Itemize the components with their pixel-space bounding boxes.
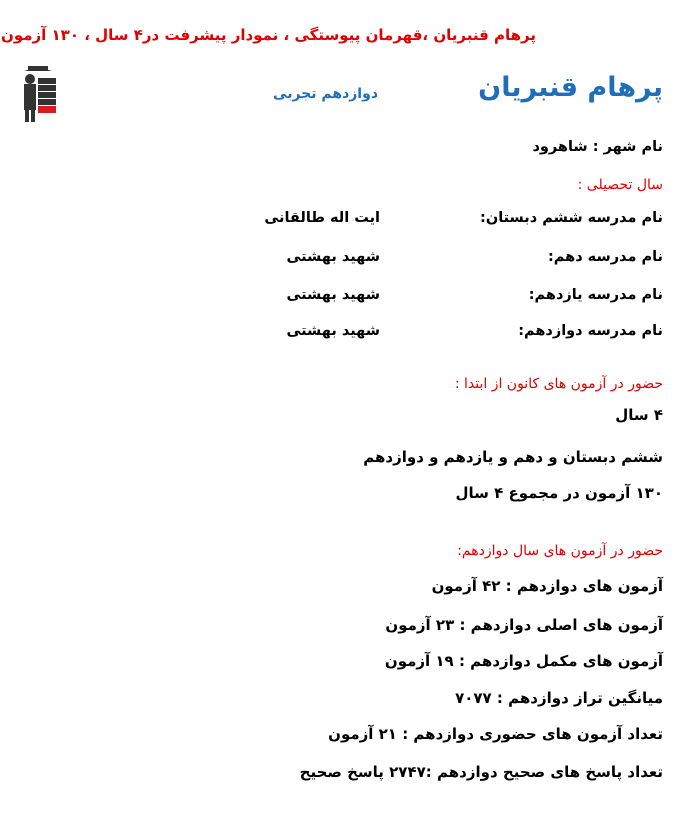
presence-total: ۱۳۰ آزمون در مجموع ۴ سال bbox=[455, 484, 663, 502]
grade12-stat: آزمون های مکمل دوازدهم : ۱۹ آزمون bbox=[384, 652, 663, 670]
school-value: شهید بهشتی bbox=[286, 249, 380, 265]
presence-start-title: حضور در آزمون های کانون از ابتدا : bbox=[454, 376, 663, 392]
school-label: نام مدرسه یازدهم: bbox=[528, 287, 663, 303]
presence-years: ۴ سال bbox=[615, 406, 663, 424]
grade12-stat: میانگین تراز دوازدهم : ۷۰۷۷ bbox=[455, 689, 663, 707]
student-grade: دوازدهم تجربی bbox=[273, 86, 378, 102]
grade12-stat: تعداد پاسخ های صحیح دوازدهم :۲۷۴۷ پاسخ صحیح bbox=[299, 763, 663, 781]
school-value: ایت اله طالقانی bbox=[264, 210, 380, 226]
grade12-stat: آزمون های دوازدهم : ۴۲ آزمون bbox=[431, 577, 663, 595]
presence-grades: ششم دبستان و دهم و یازدهم و دوازدهم bbox=[363, 448, 663, 466]
grade12-stat: تعداد آزمون های حضوری دوازدهم : ۲۱ آزمون bbox=[328, 725, 663, 743]
city: نام شهر : شاهرود bbox=[532, 139, 663, 155]
grade12-stat: آزمون های اصلی دوازدهم : ۲۳ آزمون bbox=[385, 616, 663, 634]
school-value: شهید بهشتی bbox=[286, 287, 380, 303]
school-label: نام مدرسه دوازدهم: bbox=[518, 323, 663, 339]
student-name: پرهام قنبریان bbox=[478, 72, 663, 103]
school-label: نام مدرسه دهم: bbox=[547, 249, 663, 265]
school-label: نام مدرسه ششم دبستان: bbox=[480, 210, 663, 226]
education-title: سال تحصیلی : bbox=[577, 177, 663, 193]
school-value: شهید بهشتی bbox=[286, 323, 380, 339]
headline: پرهام قنبریان ،قهرمان پیوستگی ، نمودار پیشرفت در۴ سال ، ۱۳۰ آزمون bbox=[1, 26, 536, 44]
presence-grade12-title: حضور در آزمون های سال دوازدهم: bbox=[457, 543, 663, 559]
kanoon-logo bbox=[18, 64, 58, 124]
